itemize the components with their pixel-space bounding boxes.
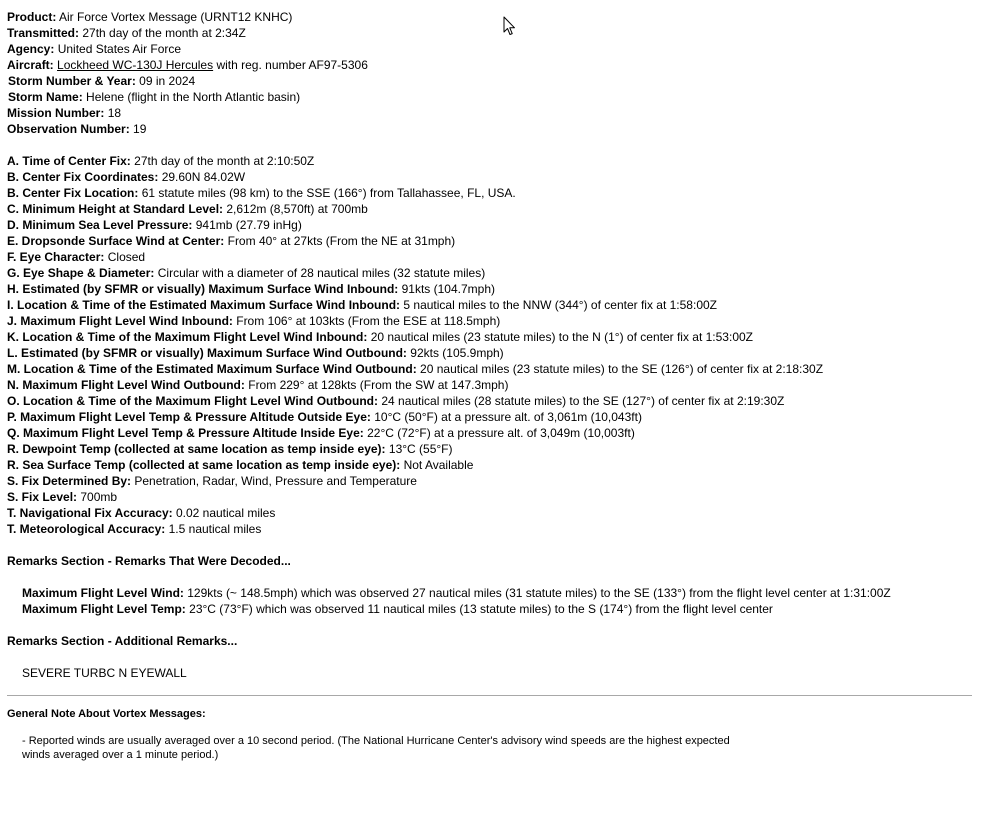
fix-item-value: 700mb <box>80 490 118 504</box>
header-transmitted: Transmitted: 27th day of the month at 2:34Z <box>7 26 246 40</box>
header-storm-name: Storm Name: Helene (flight in the North Atlantic basin) <box>8 90 301 104</box>
fix-item-value: 5 nautical miles to the NNW (344°) of center fix at 1:58:00Z <box>403 298 717 312</box>
fix-item-value: 10°C (50°F) at a pressure alt. of 3,061m (10,043ft) <box>374 410 642 424</box>
fix-item-value: 61 statute miles (98 km) to the SSE (166°) from Tallahassee, FL, USA. <box>141 186 516 200</box>
remarks-additional-text: SEVERE TURBC N EYEWALL <box>22 666 187 680</box>
remark-item: Maximum Flight Level Wind: 129kts (~ 148.5mph) which was observed 27 nautical miles (31 statute miles) to the SE (133°) from the flight level center at 1:31:00Z <box>22 586 891 600</box>
fix-item-row <box>7 441 992 457</box>
header-mission-number: Mission Number: 18 <box>7 106 122 120</box>
fix-item-row <box>7 345 992 361</box>
fix-item-value: Circular with a diameter of 28 nautical miles (32 statute miles) <box>157 266 486 280</box>
fix-items-list <box>7 153 992 537</box>
fix-item-row <box>7 297 992 313</box>
fix-item-label: G. Eye Shape & Diameter: <box>7 266 155 280</box>
header-observation-number: Observation Number: 19 <box>7 122 147 136</box>
spacer <box>7 537 992 553</box>
fix-item-row <box>7 153 992 169</box>
fix-item-label: B. Center Fix Location: <box>7 186 139 200</box>
fix-item-row <box>7 201 992 217</box>
fix-item-value: 13°C (55°F) <box>388 442 453 456</box>
fix-item-value: 2,612m (8,570ft) at 700mb <box>226 202 368 216</box>
mouse-pointer-icon <box>503 16 517 38</box>
fix-item-label: R. Sea Surface Temp (collected at same location as temp inside eye): <box>7 458 401 472</box>
aircraft-link[interactable]: Lockheed WC-130J Hercules <box>57 58 214 72</box>
fix-item-label: L. Estimated (by SFMR or visually) Maximum Surface Wind Outbound: <box>7 346 407 360</box>
header-aircraft: Aircraft: Lockheed WC-130J Hercules with reg. number AF97-5306 <box>7 58 368 72</box>
fix-item-row <box>7 233 992 249</box>
remarks-decoded-list <box>7 585 992 617</box>
fix-item-label: O. Location & Time of the Maximum Flight Level Wind Outbound: <box>7 394 378 408</box>
fix-item-value: 29.60N 84.02W <box>161 170 246 184</box>
fix-item-label: I. Location & Time of the Estimated Maximum Surface Wind Inbound: <box>7 298 401 312</box>
fix-item-value: 1.5 nautical miles <box>168 522 262 536</box>
fix-item-label: T. Navigational Fix Accuracy: <box>7 506 173 520</box>
header-agency: Agency: United States Air Force <box>7 42 182 56</box>
fix-item-row <box>7 425 992 441</box>
fix-item-label: E. Dropsonde Surface Wind at Center: <box>7 234 225 248</box>
fix-item-label: H. Estimated (by SFMR or visually) Maximum Surface Wind Inbound: <box>7 282 399 296</box>
fix-item-label: F. Eye Character: <box>7 250 105 264</box>
fix-item-row <box>7 393 992 409</box>
fix-item-row <box>7 217 992 233</box>
fix-item-value: 20 nautical miles (23 statute miles) to the SE (126°) of center fix at 2:18:30Z <box>420 362 824 376</box>
horizontal-divider <box>7 695 972 696</box>
fix-item-value: From 229° at 128kts (From the SW at 147.3mph) <box>248 378 509 392</box>
spacer <box>7 649 992 665</box>
remarks-additional-title: Remarks Section - Additional Remarks... <box>7 634 238 648</box>
fix-item-label: N. Maximum Flight Level Wind Outbound: <box>7 378 245 392</box>
fix-item-row <box>7 169 992 185</box>
spacer <box>7 617 992 633</box>
fix-item-row <box>7 505 992 521</box>
fix-item-row <box>7 265 992 281</box>
vortex-message-document <box>7 9 992 762</box>
fix-item-label: A. Time of Center Fix: <box>7 154 131 168</box>
fix-item-label: R. Dewpoint Temp (collected at same location as temp inside eye): <box>7 442 386 456</box>
fix-item-row <box>7 313 992 329</box>
fix-item-value: 24 nautical miles (28 statute miles) to the SE (127°) of center fix at 2:19:30Z <box>381 394 785 408</box>
fix-item-label: Q. Maximum Flight Level Temp & Pressure Altitude Inside Eye: <box>7 426 364 440</box>
fix-item-value: 20 nautical miles (23 statute miles) to the N (1°) of center fix at 1:53:00Z <box>370 330 753 344</box>
header-storm-number: Storm Number & Year: 09 in 2024 <box>8 74 196 88</box>
fix-item-value: Closed <box>107 250 146 264</box>
header-section <box>7 9 992 137</box>
fix-item-value: 27th day of the month at 2:10:50Z <box>134 154 315 168</box>
general-note-text: - Reported winds are usually averaged over a 10 second period. (The National Hurricane Center's advisory wind speeds are the highest expected winds averaged over a 1 minute period.) <box>22 735 730 761</box>
fix-item-value: 0.02 nautical miles <box>175 506 276 520</box>
spacer <box>7 569 992 585</box>
fix-item-row <box>7 489 992 505</box>
fix-item-value: 92kts (105.9mph) <box>410 346 504 360</box>
fix-item-value: From 40° at 27kts (From the NE at 31mph) <box>227 234 456 248</box>
spacer <box>7 137 992 153</box>
fix-item-row <box>7 185 992 201</box>
fix-item-value: 22°C (72°F) at a pressure alt. of 3,049m (10,003ft) <box>367 426 635 440</box>
fix-item-value: Not Available <box>403 458 474 472</box>
fix-item-row <box>7 473 992 489</box>
header-product: Product: Air Force Vortex Message (URNT12 KNHC) <box>7 10 293 24</box>
general-note-title: General Note About Vortex Messages: <box>7 708 206 720</box>
fix-item-row <box>7 281 992 297</box>
fix-item-label: T. Meteorological Accuracy: <box>7 522 166 536</box>
fix-item-label: K. Location & Time of the Maximum Flight Level Wind Inbound: <box>7 330 368 344</box>
fix-item-label: S. Fix Determined By: <box>7 474 132 488</box>
fix-item-value: 941mb (27.79 inHg) <box>195 218 302 232</box>
fix-item-value: From 106° at 103kts (From the ESE at 118.5mph) <box>236 314 501 328</box>
fix-item-label: M. Location & Time of the Estimated Maximum Surface Wind Outbound: <box>7 362 417 376</box>
fix-item-row <box>7 521 992 537</box>
remark-item: Maximum Flight Level Temp: 23°C (73°F) which was observed 11 nautical miles (13 statute miles) to the S (174°) from the flight level center <box>22 602 773 616</box>
fix-item-label: J. Maximum Flight Level Wind Inbound: <box>7 314 233 328</box>
fix-item-value: Penetration, Radar, Wind, Pressure and Temperature <box>134 474 417 488</box>
remarks-decoded-title: Remarks Section - Remarks That Were Decoded... <box>7 554 291 568</box>
fix-item-row <box>7 249 992 265</box>
fix-item-label: C. Minimum Height at Standard Level: <box>7 202 224 216</box>
fix-item-label: B. Center Fix Coordinates: <box>7 170 159 184</box>
fix-item-label: S. Fix Level: <box>7 490 78 504</box>
fix-item-row <box>7 409 992 425</box>
fix-item-row <box>7 457 992 473</box>
fix-item-label: P. Maximum Flight Level Temp & Pressure Altitude Outside Eye: <box>7 410 371 424</box>
fix-item-row <box>7 361 992 377</box>
fix-item-row <box>7 377 992 393</box>
fix-item-label: D. Minimum Sea Level Pressure: <box>7 218 193 232</box>
fix-item-value: 91kts (104.7mph) <box>401 282 496 296</box>
fix-item-row <box>7 329 992 345</box>
